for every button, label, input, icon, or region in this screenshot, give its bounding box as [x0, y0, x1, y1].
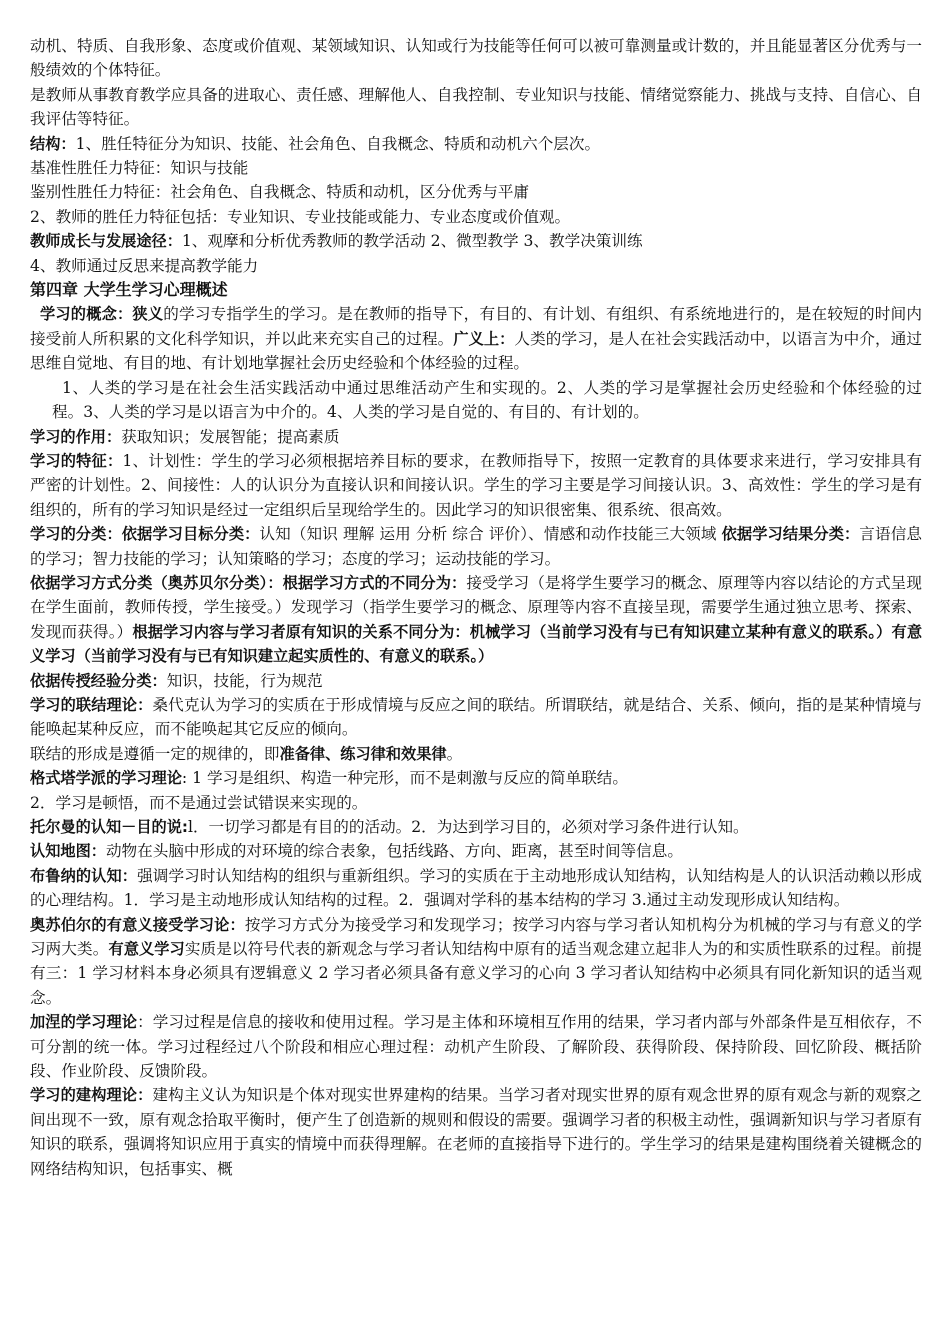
learning-classification: 学习的分类：依据学习目标分类：认知（知识 理解 运用 分析 综合 评价）、情感和动作技能三大领域 依据学习结果分类：言语信息的学习；智力技能的学习；认知策略的学习；态度的学习；运动技能的学习。: [30, 525, 922, 568]
cognitive-map: 认知地图：动物在头脑中形成的对环境的综合表象，包括线路、方向、距离，甚至时间等信息。: [30, 842, 683, 861]
teacher-growth-paths: 教师成长与发展途径：1、观摩和分析优秀教师的教学活动 2、微型教学 3、教学决策训练: [30, 232, 643, 251]
human-learning-points: 1、人类的学习是在社会生活实践活动中通过思维活动产生和实现的。2、人类的学习是掌握社会历史经验和个体经验的过程。3、人类的学习是以语言为中介的。4、人类的学习是自觉的、有目的、有计划的。: [52, 378, 922, 422]
connectionism-theory: 学习的联结理论：桑代克认为学习的实质在于形成情境与反应之间的联结。所谓联结，就是结合、关系、倾向，指的是某种情境与能唤起某种反应，而不能唤起其它反应的倾向。: [30, 695, 922, 739]
gestalt-theory: 格式塔学派的学习理论: 1 学习是组织、构造一种完形，而不是刺激与反应的简单联结。: [30, 769, 628, 788]
structure-paragraph: 结构：1、胜任特征分为知识、技能、社会角色、自我概念、特质和动机六个层次。: [30, 134, 601, 153]
connection-laws: 联结的形成是遵循一定的规律的，即准备律、练习律和效果律。: [30, 744, 463, 763]
teacher-competency-list: 2、教师的胜任力特征包括：专业知识、专业技能或能力、专业态度或价值观。: [30, 207, 571, 226]
competency-definition: 动机、特质、自我形象、态度或价值观、某领域知识、认知或行为技能等任何可以被可靠测量或计数的，并且能显著区分优秀与一般绩效的个体特征。: [30, 37, 922, 80]
learning-characteristics: 学习的特征：1、计划性：学生的学习必须根据培养目标的要求，在教师指导下，按照一定教育的具体要求来进行，学习安排具有严密的计划性。2、间接性：人的认识分为直接认识和间接认识。学生的学习主要是学习间接认识。3、高效性：学生的学习是有组织的，所有的学习知识是经过一定组织后呈现给学生的。因此学习的知识很密集、很系统、很高效。: [30, 451, 922, 519]
learning-concept: 学习的概念：狭义的学习专指学生的学习。是在教师的指导下，有目的、有计划、有组织、有系统地进行的，是在较短的时间内接受前人所积累的文化科学知识，并以此来充实自己的过程。广义上：人类的学习，是人在社会实践活动中，以语言为中介，通过思维自觉地、有目的地、有计划地掌握社会历史经验和个体经验的过程。: [30, 305, 922, 373]
ausubel-classification: 依据学习方式分类（奥苏贝尔分类）：根据学习方式的不同分为：接受学习（是将学生要学习的概念、原理等内容以结论的方式呈现在学生面前，教师传授，学生接受。）发现学习（指学生要学习的概念、原理等内容不直接呈现，需要学生通过独立思考、探索、发现而获得。）根据学习内容与学习者原有知识的关系不同分为：机械学习（当前学习没有与已有知识建立某种有意义的联系。）有意义学习（当前学习没有与已有知识建立起实质性的、有意义的联系。）: [30, 573, 923, 666]
learning-functions: 学习的作用：获取知识；发展智能；提高素质: [30, 427, 340, 446]
teacher-competency-traits: 是教师从事教育教学应具备的进取心、责任感、理解他人、自我控制、专业知识与技能、情绪觉察能力、挑战与支持、自信心、自我评估等特征。: [30, 85, 922, 129]
chapter-title: 第四章 大学生学习心理概述: [30, 280, 228, 300]
experience-classification: 依据传授经验分类：知识，技能，行为规范: [30, 671, 323, 690]
gagne-theory: 加涅的学习理论：学习过程是信息的接收和使用过程。学习是主体和环境相互作用的结果，学习者内部与外部条件是互相依存，不可分割的统一体。学习过程经过八个阶段和相应心理过程：动机产生阶段、了解阶段、获得阶段、保持阶段、回忆阶段、概括阶段、作业阶段、反馈阶段。: [30, 1013, 922, 1081]
differentiating-competency: 鉴别性胜任力特征：社会角色、自我概念、特质和动机，区分优秀与平庸: [30, 183, 530, 202]
ausubel-theory: 奥苏伯尔的有意义接受学习论：按学习方式分为接受学习和发现学习；按学习内容与学习者认知机构分为机械的学习与有意义的学习两大类。有意义学习实质是以符号代表的新观念与学习者认知结构中原有的适当观念建立起非人为的和实质性联系的过程。前提有三：1 学习材料本身必须具有逻辑意义 2 学习者必须具备有意义学习的心向 3 学习者认知结构中必须具有同化新知识的适当观念。: [30, 915, 922, 1007]
constructivism-theory: 学习的建构理论：建构主义认为知识是个体对现实世界建构的结果。当学习者对现实世界的原有观念世界的原有观念与新的观察之间出现不一致，原有观念拾取平衡时，便产生了创造新的规则和假设的需要。强调学习者的积极主动性，强调新知识与学习者原有知识的联系，强调将知识应用于真实的情境中而获得理解。在老师的直接指导下进行的。学生学习的结果是建构围绕着关键概念的网络结构知识，包括事实、概: [30, 1086, 922, 1178]
gestalt-insight: 2．学习是顿悟，而不是通过尝试错误来实现的。: [30, 793, 368, 812]
tolman-theory: 托尔曼的认知－目的说:l．一切学习都是有目的的活动。2．为达到学习目的，必须对学习条件进行认知。: [30, 818, 749, 836]
teacher-reflection: 4、教师通过反思来提高教学能力: [30, 256, 259, 275]
baseline-competency: 基准性胜任力特征：知识与技能: [30, 159, 249, 178]
bruner-theory: 布鲁纳的认知：强调学习时认知结构的组织与重新组织。学习的实质在于主动地形成认知结构，认知结构是人的认识活动赖以形成的心理结构。1．学习是主动地形成认知结构的过程。2．强调对学科的基本结构的学习 3.通过主动发现形成认知结构。: [30, 866, 922, 910]
